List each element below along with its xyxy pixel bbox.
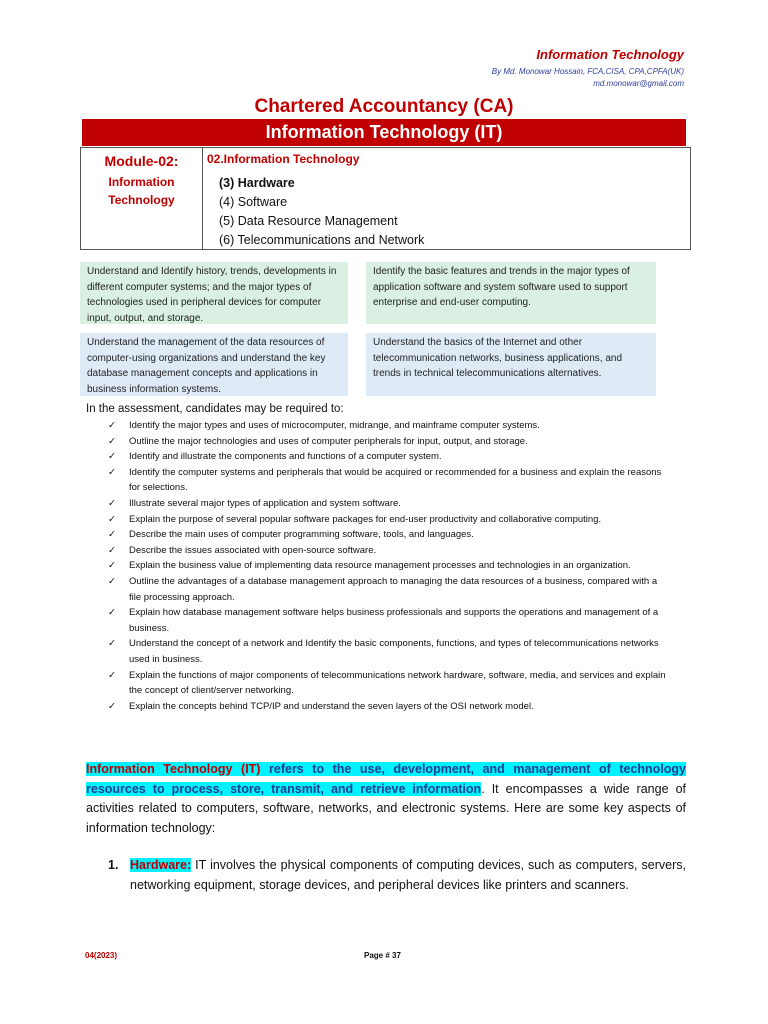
- module-topic: (6) Telecommunications and Network: [219, 233, 425, 247]
- header-title: Information Technology: [536, 47, 684, 62]
- assessment-list: [108, 418, 668, 714]
- module-name: Information Technology: [108, 175, 175, 207]
- assessment-item-text: Describe the issues associated with open-source software.: [129, 544, 377, 556]
- page-title: Chartered Accountancy (CA): [254, 96, 514, 117]
- module-label-cell: [81, 148, 203, 249]
- assessment-item-text: Describe the main uses of computer programming software, tools, and languages.: [129, 529, 474, 541]
- checkmark-icon: ✓: [108, 420, 116, 431]
- footer-page-number: Page # 37: [364, 951, 401, 960]
- assessment-item: [108, 527, 668, 543]
- assessment-item-text: Understand the concept of a network and Identify the basic components, functions, and types of telecommunications networks used in business.: [129, 638, 659, 665]
- checkmark-icon: ✓: [108, 607, 116, 619]
- module-topic: (4) Software: [219, 195, 288, 209]
- aspect-number: 1.: [108, 858, 119, 872]
- assessment-item-text: Explain the purpose of several popular software packages for end-user productivity and collaborative computing.: [129, 513, 602, 525]
- objective-box-hardware: Understand and Identify history, trends, developments in different computer systems; and the major types of technologies used in peripheral devices for computer input, output, and storage.: [80, 262, 348, 324]
- checkmark-icon: ✓: [108, 638, 116, 650]
- assessment-item: [108, 434, 668, 450]
- assessment-item: [108, 558, 668, 574]
- definition-rest: . It encompasses a wide range of activities related to computers, software, networks, and electronic systems. Here are some key aspects of information technology:: [86, 781, 686, 835]
- module-topic-list: [219, 174, 690, 250]
- checkmark-icon: ✓: [108, 451, 116, 463]
- header-email: md.monowar@gmail.com: [593, 79, 684, 88]
- checkmark-icon: ✓: [108, 544, 116, 556]
- subtitle-banner: Information Technology (IT): [82, 119, 686, 146]
- assessment-item-text: Identify and illustrate the components and functions of a computer system.: [129, 451, 442, 463]
- checkmark-icon: ✓: [108, 497, 116, 509]
- definition-highlight-text: refers to the use, development, and management of technology resources to process, store, transmit, and retrieve information: [86, 762, 686, 796]
- assessment-item-text: Outline the major technologies and uses of computer peripherals for input, output, and storage.: [129, 435, 528, 447]
- checkmark-icon: ✓: [108, 466, 116, 478]
- module-topic: (3) Hardware: [219, 176, 295, 190]
- module-heading: 02.Information Technology: [207, 152, 360, 166]
- assessment-item-text: Explain the functions of major components of telecommunications network hardware, software, media, and services and explain the concept of client/server networking.: [129, 669, 666, 697]
- assessment-item-text: Explain the concepts behind TCP/IP and understand the seven layers of the OSI network model.: [129, 700, 534, 712]
- header-author: By Md. Monowar Hossain, FCA,CISA, CPA,CPFA(UK): [491, 67, 684, 76]
- module-label: Module-02:: [104, 153, 179, 169]
- definition-term: Information Technology (IT): [86, 762, 261, 776]
- assessment-item: [108, 636, 668, 667]
- assessment-item: [108, 418, 668, 434]
- checkmark-icon: ✓: [108, 700, 116, 712]
- objective-box-software: Identify the basic features and trends in the major types of application software and system software used to support enterprise and end-user computing.: [366, 262, 656, 324]
- assessment-item: [108, 605, 668, 636]
- assessment-item-text: Identify the major types and uses of microcomputer, midrange, and mainframe computer systems.: [129, 420, 540, 431]
- aspect-item: [108, 856, 686, 895]
- aspect-term: Hardware:: [130, 858, 192, 872]
- assessment-item-text: Identify the computer systems and peripherals that would be acquired or recommended for a business and explain the reasons for selections.: [129, 466, 662, 494]
- module-topics-cell: [207, 148, 690, 249]
- assessment-item-text: Explain how database management software helps business professionals and supports the operations and management of a business.: [129, 607, 659, 634]
- checkmark-icon: ✓: [108, 513, 116, 525]
- assessment-item: [108, 496, 668, 512]
- checkmark-icon: ✓: [108, 560, 116, 572]
- assessment-item-text: Illustrate several major types of application and system software.: [129, 497, 401, 509]
- assessment-item: [108, 465, 668, 496]
- assessment-item-text: Outline the advantages of a database management approach to managing the data resources of a business, compared with a file processing approach.: [129, 575, 658, 603]
- assessment-item: [108, 449, 668, 465]
- objective-box-network: Understand the basics of the Internet and other telecommunication networks, business applications, and trends in technical telecommunications alternatives.: [366, 333, 656, 396]
- checkmark-icon: ✓: [108, 435, 116, 447]
- assessment-item: [108, 668, 668, 699]
- footer-edition: 04(2023): [85, 951, 118, 960]
- module-topic: (5) Data Resource Management: [219, 214, 398, 228]
- assessment-item: [108, 543, 668, 559]
- aspect-text: IT involves the physical components of computing devices, such as computers, servers, networking equipment, storage devices, and peripheral devices like printers and scanners.: [130, 858, 686, 892]
- checkmark-icon: ✓: [108, 529, 116, 541]
- checkmark-icon: ✓: [108, 669, 116, 681]
- module-box: [80, 147, 691, 250]
- aspect-text-wrap: [108, 856, 686, 895]
- checkmark-icon: ✓: [108, 575, 116, 587]
- it-definition-paragraph: [86, 760, 686, 838]
- assessment-item: [108, 574, 668, 605]
- assessment-intro: In the assessment, candidates may be required to:: [86, 403, 344, 415]
- assessment-item: [108, 699, 668, 715]
- objective-box-data: Understand the management of the data resources of computer-using organizations and understand the key database management concepts and applications in business information systems.: [80, 333, 348, 396]
- assessment-item-text: Explain the business value of implementing data resource management processes and technologies in an organization.: [129, 560, 631, 572]
- assessment-item: [108, 512, 668, 528]
